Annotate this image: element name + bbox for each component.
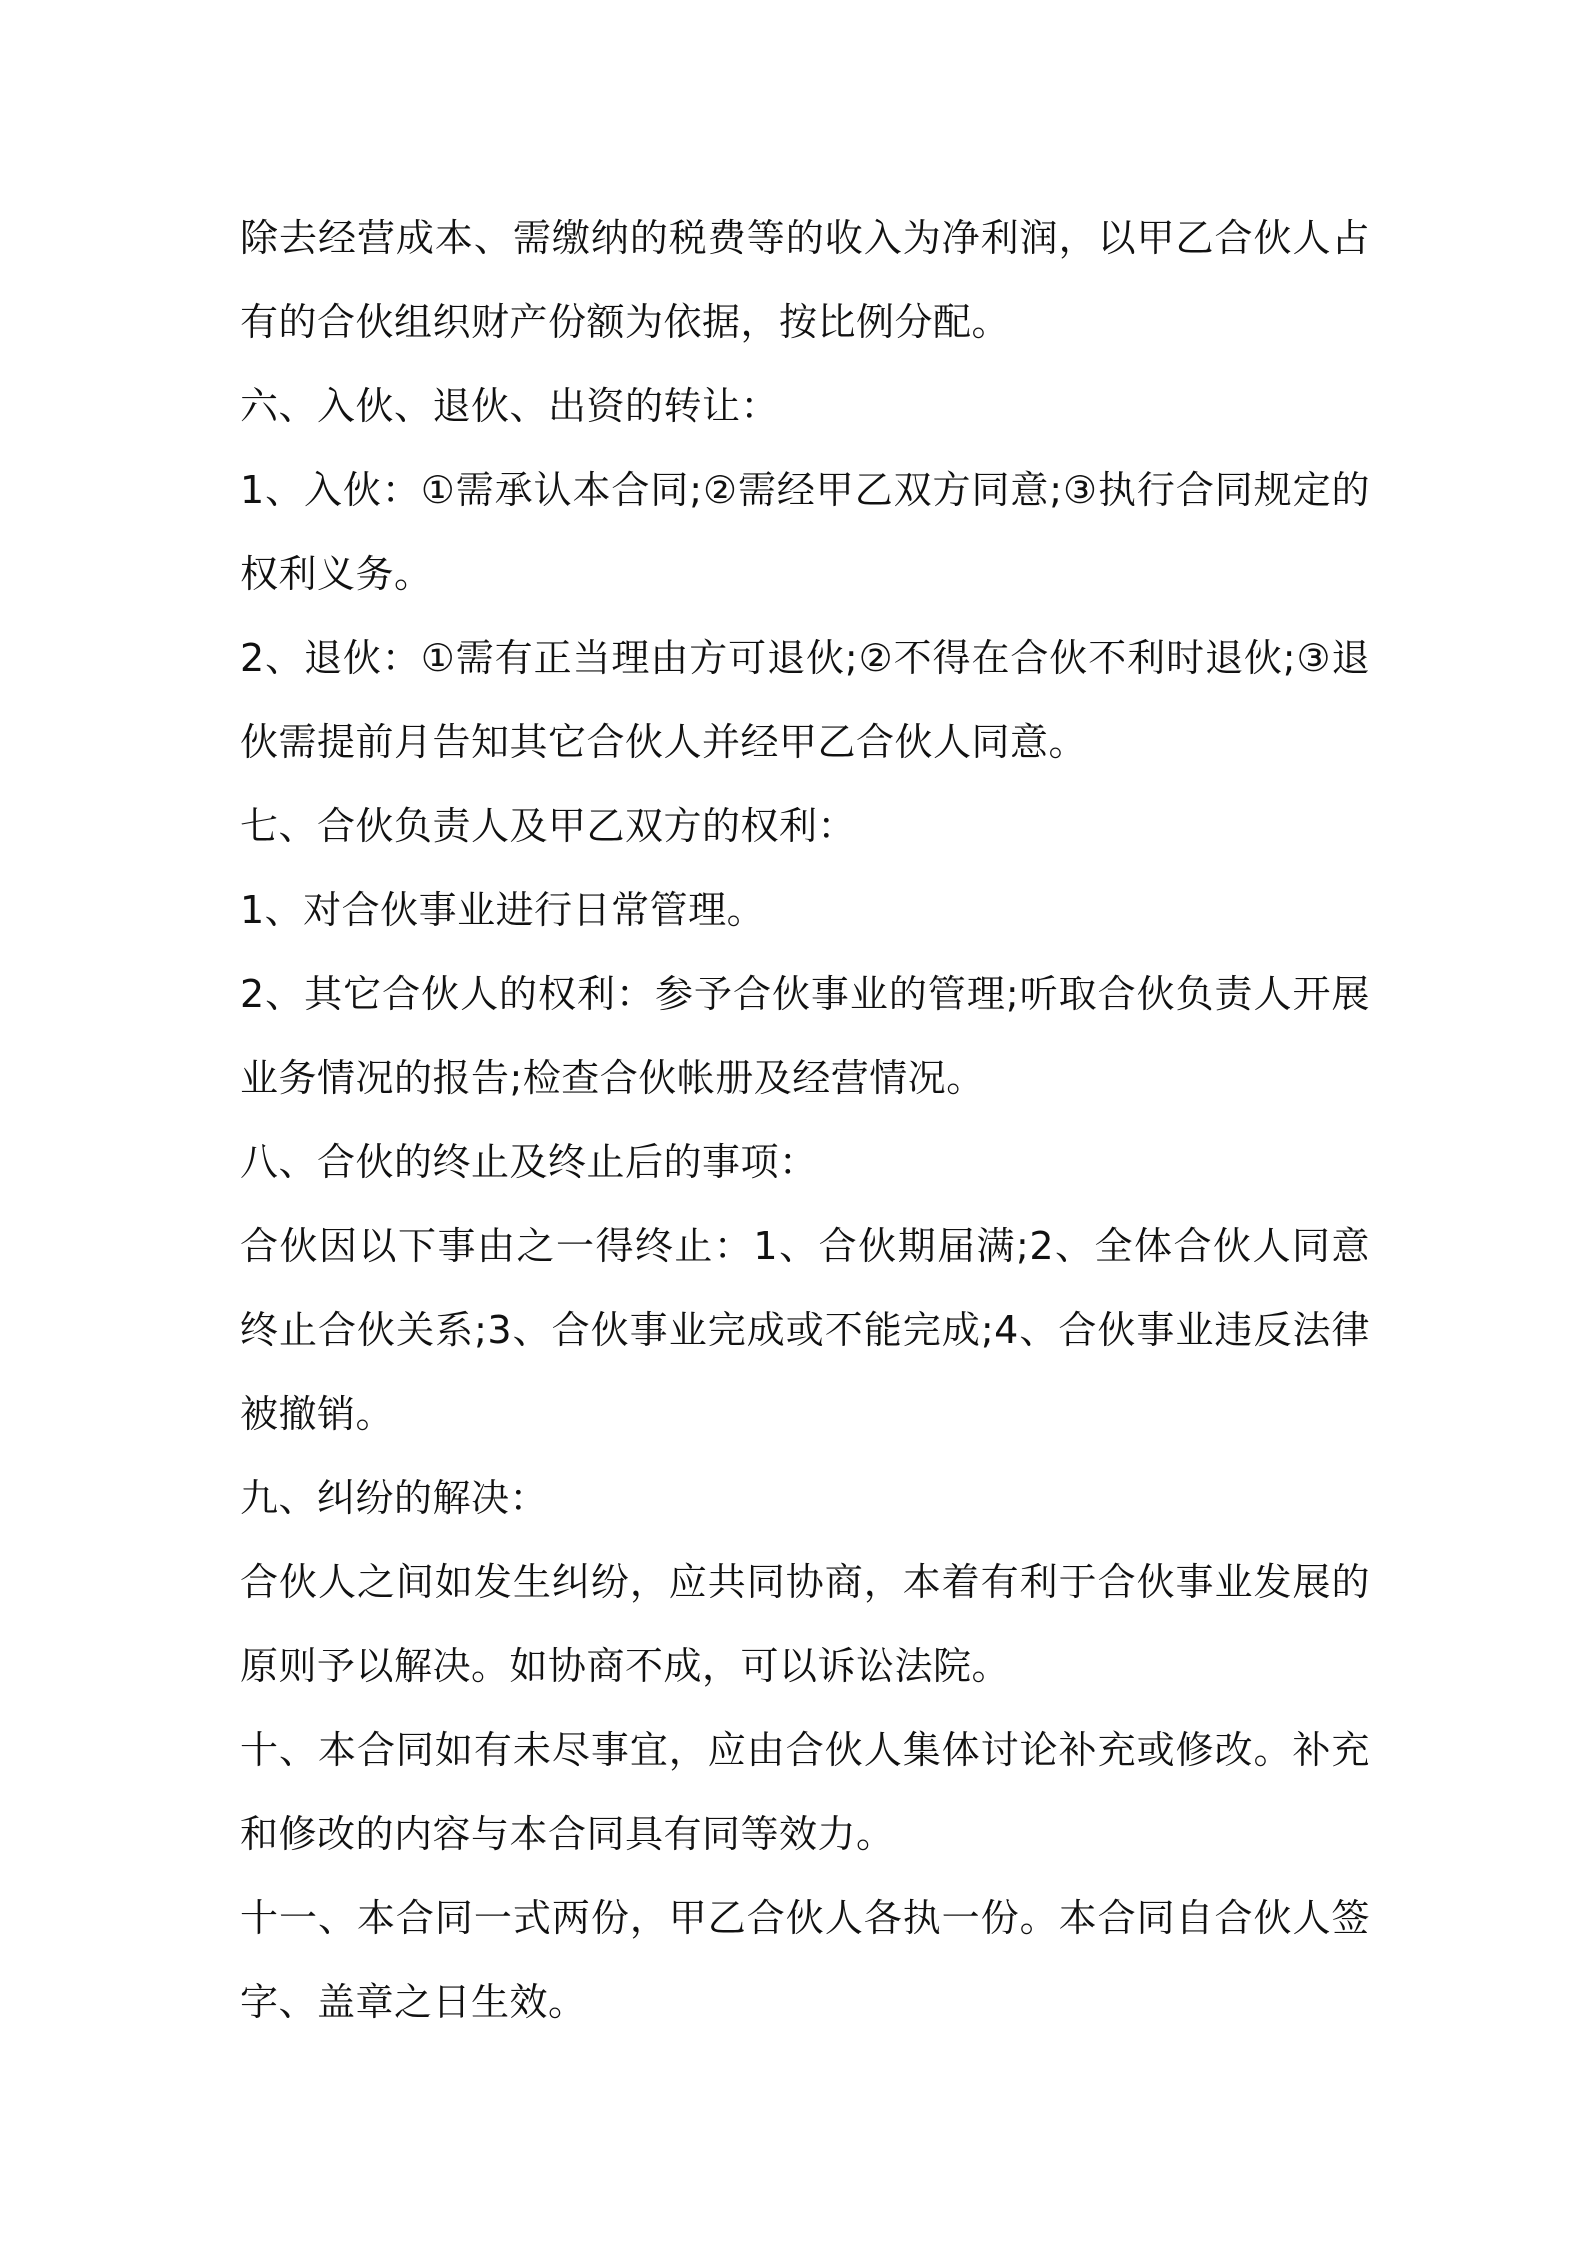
paragraph-daily-management: 1、对合伙事业进行日常管理。	[240, 888, 766, 932]
heading-section-8: 八、合伙的终止及终止后的事项：	[240, 1140, 818, 1184]
heading-section-7: 七、合伙负责人及甲乙双方的权利：	[240, 804, 857, 848]
paragraph-termination: 合伙因以下事由之一得终止：1、合伙期届满;2、全体合伙人同意终止合伙关系;3、合伙事业完成或不能完成;4、合伙事业违反法律被撤销。	[240, 1224, 1370, 1436]
paragraph-withdrawal: 2、退伙：①需有正当理由方可退伙;②不得在合伙不利时退伙;③退伙需提前月告知其它合伙人并经甲乙合伙人同意。	[240, 636, 1370, 764]
paragraph-dispute-resolution: 合伙人之间如发生纠纷，应共同协商，本着有利于合伙事业发展的原则予以解决。如协商不成，可以诉讼法院。	[240, 1560, 1370, 1688]
paragraph-section-10: 十、本合同如有未尽事宜，应由合伙人集体讨论补充或修改。补充和修改的内容与本合同具有同等效力。	[240, 1728, 1370, 1856]
paragraph-section-11: 十一、本合同一式两份，甲乙合伙人各执一份。本合同自合伙人签字、盖章之日生效。	[240, 1896, 1370, 2024]
heading-section-9: 九、纠纷的解决：	[240, 1476, 549, 1520]
paragraph-partner-rights: 2、其它合伙人的权利：参予合伙事业的管理;听取合伙负责人开展业务情况的报告;检查合伙帐册及经营情况。	[240, 972, 1370, 1100]
heading-section-6: 六、入伙、退伙、出资的转让：	[240, 384, 780, 428]
paragraph-joining: 1、入伙：①需承认本合同;②需经甲乙双方同意;③执行合同规定的权利义务。	[240, 468, 1370, 596]
document-body	[240, 196, 1370, 2044]
paragraph-profit-distribution: 除去经营成本、需缴纳的税费等的收入为净利润，以甲乙合伙人占有的合伙组织财产份额为依据，按比例分配。	[240, 216, 1370, 344]
